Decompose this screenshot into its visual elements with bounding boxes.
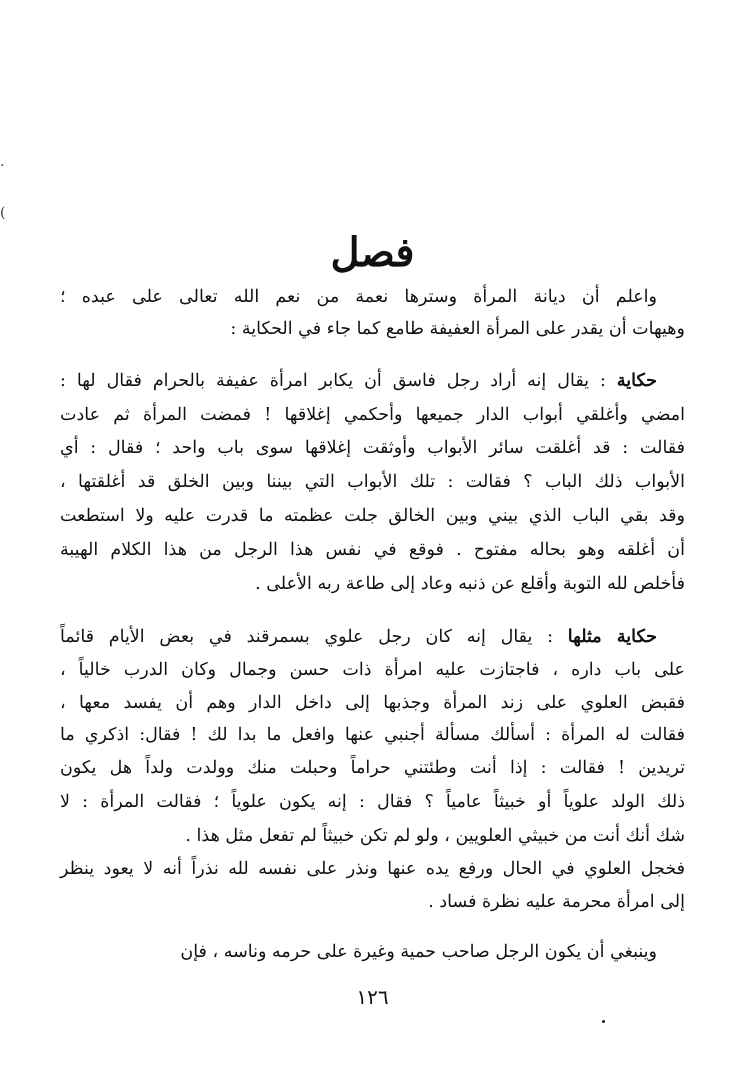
text-span: إلى امرأة محرمة عليه نظرة فساد . bbox=[428, 892, 685, 912]
text-line bbox=[60, 753, 685, 783]
text-line bbox=[60, 501, 685, 531]
text-line bbox=[60, 887, 685, 917]
text-span: فقالت له المرأة : أسألك مسألة أجنبي عنها وافعل ما بدا لك ! فقال: اذكري ما bbox=[60, 725, 685, 745]
text-line bbox=[60, 282, 685, 312]
text-span: فخجل العلوي في الحال ورفع يده عنها ونذر على نفسه لله نذراً أنه لا يعود ينظر bbox=[60, 859, 685, 879]
text-line bbox=[60, 720, 685, 750]
text-span: أن أغلقه وهو بحاله مفتوح . فوقع في نفس هذا الرجل من هذا الكلام الهيبة bbox=[60, 540, 685, 560]
text-span: واعلم أن ديانة المرأة وسترها نعمة من نعم الله تعالى على عبده ؛ bbox=[60, 287, 657, 307]
stray-dot bbox=[602, 1020, 605, 1023]
story-label: حكاية bbox=[616, 371, 657, 391]
story-label: حكاية مثلها bbox=[567, 627, 657, 647]
text-span: فقبض العلوي على زند المرأة وجذبها إلى داخل الدار وهم أن يفسد معها ، bbox=[60, 693, 685, 713]
text-span: : يقال إنه كان رجل علوي بسمرقند في بعض الأيام قائماً bbox=[60, 627, 568, 647]
text-span: فأخلص لله التوبة وأقلع عن ذنبه وعاد إلى طاعة ربه الأعلى . bbox=[255, 574, 685, 594]
text-span: وقد بقي الباب الذي بيني وبين الخالق جلت عظمته ما قدرت عليه ولا استطعت bbox=[60, 506, 685, 526]
text-span: امضي وأغلقي أبواب الدار جميعها وأحكمي إغلاقها ! فمضت المرأة ثم عادت bbox=[60, 405, 685, 425]
text-line bbox=[60, 655, 685, 685]
text-span: على باب داره ، فاجتازت عليه امرأة ذات حسن وجمال وكان الدرب خالياً ، bbox=[60, 660, 685, 680]
text-line bbox=[60, 433, 685, 463]
page-number: ١٢٦ bbox=[356, 985, 389, 1009]
text-line bbox=[60, 937, 685, 967]
text-line bbox=[60, 535, 685, 565]
text-span: فقالت : قد أغلقت سائر الأبواب وأوثقت إغلاقها سوى باب واحد ؛ فقال : أي bbox=[60, 438, 685, 458]
text-line bbox=[60, 787, 685, 817]
text-span: : يقال إنه أراد رجل فاسق أن يكابر امرأة عفيفة بالحرام فقال لها : bbox=[60, 371, 617, 391]
text-line bbox=[60, 366, 685, 396]
text-line bbox=[60, 622, 685, 652]
text-line bbox=[60, 569, 685, 599]
margin-mark: · bbox=[0, 158, 5, 174]
chapter-title: فصل bbox=[330, 229, 415, 276]
text-line bbox=[60, 854, 685, 884]
margin-mark: ( bbox=[0, 205, 6, 221]
text-span: تريدين ! فقالت : إذا أنت وطئتني حراماً وحبلت منك وولدت ولداً هل يكون bbox=[60, 758, 685, 778]
text-span: الأبواب ذلك الباب ؟ فقالت : تلك الأبواب التي بيننا وبين الخلق قد أغلقتها ، bbox=[60, 472, 685, 492]
text-span: شك أنك أنت من خبيثي العلويين ، ولو لم تكن خبيثاً لم تفعل مثل هذا . bbox=[185, 826, 685, 846]
text-line bbox=[60, 314, 685, 344]
text-line bbox=[60, 688, 685, 718]
document-page bbox=[60, 0, 685, 1080]
text-span: ذلك الولد علوياً أو خبيثاً عامياً ؟ فقال : إنه يكون علوياً ؛ فقالت المرأة : لا bbox=[60, 792, 685, 812]
text-span: وهيهات أن يقدر على المرأة العفيفة طامع كما جاء في الحكاية : bbox=[230, 319, 685, 339]
text-span: وينبغي أن يكون الرجل صاحب حمية وغيرة على حرمه وناسه ، فإن bbox=[180, 942, 657, 962]
text-line bbox=[60, 467, 685, 497]
text-line bbox=[60, 821, 685, 851]
text-line bbox=[60, 400, 685, 430]
